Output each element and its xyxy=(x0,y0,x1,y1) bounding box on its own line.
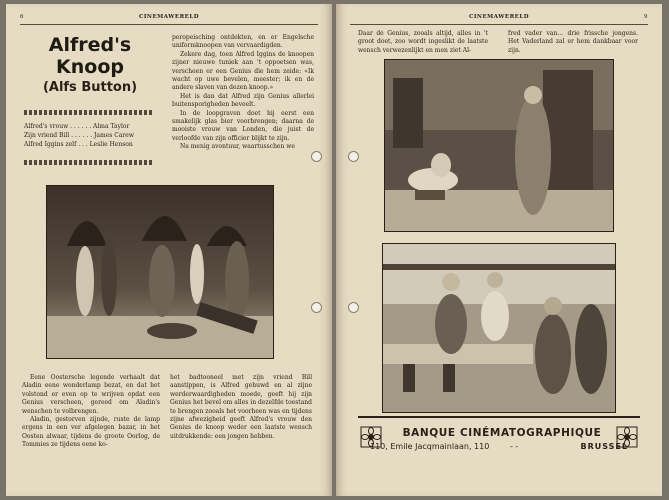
page-number: 9 xyxy=(644,14,648,20)
article-column-continued-right xyxy=(508,30,638,55)
paragraph: Aladin, gestorven zijnde, ruste de lamp ergens in een ver afgelegen bazar, in het Oosten alwaar, tijdens de groote Oorlog, de Tommies ze tijdens eene ko- xyxy=(22,416,160,449)
address-street: 110, Emile Jacqmainlaan, 110 xyxy=(370,442,490,451)
right-page xyxy=(336,4,662,496)
magazine-name: CINEMAWERELD xyxy=(468,14,530,20)
film-still-trenches xyxy=(382,243,616,413)
article-subtitle: (Alfs Button) xyxy=(42,80,138,95)
paragraph: Het is dan dat Alfred zijn Genius allerlei buitensporigheden beveelt. xyxy=(172,92,314,109)
running-header-right xyxy=(350,14,648,25)
paragraph: Na menig avontuur, waartusschen we xyxy=(180,143,295,151)
article-column-bottom-left xyxy=(22,374,160,450)
address-city: BRUSSEL xyxy=(580,442,628,451)
cast-line: Zijn vriend Bill . . . . . . James Carew xyxy=(24,132,134,139)
film-still-palace xyxy=(46,185,274,359)
ornament-divider xyxy=(24,110,154,115)
binding-hole xyxy=(348,302,359,313)
page-number: 6 xyxy=(20,14,24,20)
article-column-continued-left xyxy=(358,30,488,55)
ad-border-top xyxy=(358,416,640,418)
advertiser-name: BANQUE CINÉMATOGRAPHIQUE xyxy=(402,427,602,439)
running-header-left xyxy=(20,14,318,25)
ornament-divider xyxy=(24,160,154,165)
paragraph: peropeisching ontdekten, en er Engelsche uniformknoopen van vervaardigden. xyxy=(172,34,314,50)
paragraph: Zekere dag, toen Alfred Iggins de knoopen zijner nieuwe tuniek aan 't oppoetsen was, verscheen er een Genius die hem zeide: «Ik wacht op uwe bevelen, meester; ik en de andere slaven van dezen knoop.» xyxy=(172,50,314,92)
article-column-top xyxy=(172,34,314,152)
binding-hole xyxy=(311,302,322,313)
binding-hole xyxy=(311,151,322,162)
address-separator: - - xyxy=(510,442,519,451)
article-column-bottom-right xyxy=(170,374,312,441)
article-title: Alfred's Knoop xyxy=(48,34,132,78)
cast-line: Alfred Iggins zelf . . . Leslie Henson xyxy=(24,141,133,148)
magazine-name: CINEMAWERELD xyxy=(138,14,200,20)
cast-list xyxy=(24,122,154,149)
paragraph: In de loopgraven doet hij eerst een smakelijk glas bier voorbrengen; daarna de mooiste vrouw van Londen, die juist de verloofde van zijn officier blijkt te zijn. xyxy=(172,109,314,142)
paragraph: fred vader van... drie frissche jongens. Het Vaderland zal er hem dankbaar voor zijn. xyxy=(508,30,638,54)
paragraph: Eene Oostersche legende verhaalt dat Aladin eene wonderlamp bezat, en dat het volstond er even op te wrijven opdat een Genius verscheen, gereed om Aladin's wenschen te volbrengen. xyxy=(22,374,160,415)
cast-line: Alfred's vrouw . . . . . . Alma Taylor xyxy=(24,123,130,130)
paragraph: Daar de Genius, zooals altijd, alles in 't groot doet, zoo wordt ingeslikt de laatste wensch verwezenlijkt en men ziet Al- xyxy=(358,30,488,54)
paragraph: het badtooneel met zijn vriend Bill aanstippen, is Alfred gehuwd en al zijne werderwaardigheden moede, geeft hij zijn Genius het bevel om alles in dezelfde toestand te brengen zooals het voorheen was en tijdens zijne afwezigheid geeft Alfred's vrouw den Genius de knoop weder een laatste wensch uitdrukkende: een jongen hebben. xyxy=(170,374,312,440)
binding-hole xyxy=(348,151,359,162)
film-still-genie xyxy=(384,59,614,232)
left-page xyxy=(6,4,332,496)
